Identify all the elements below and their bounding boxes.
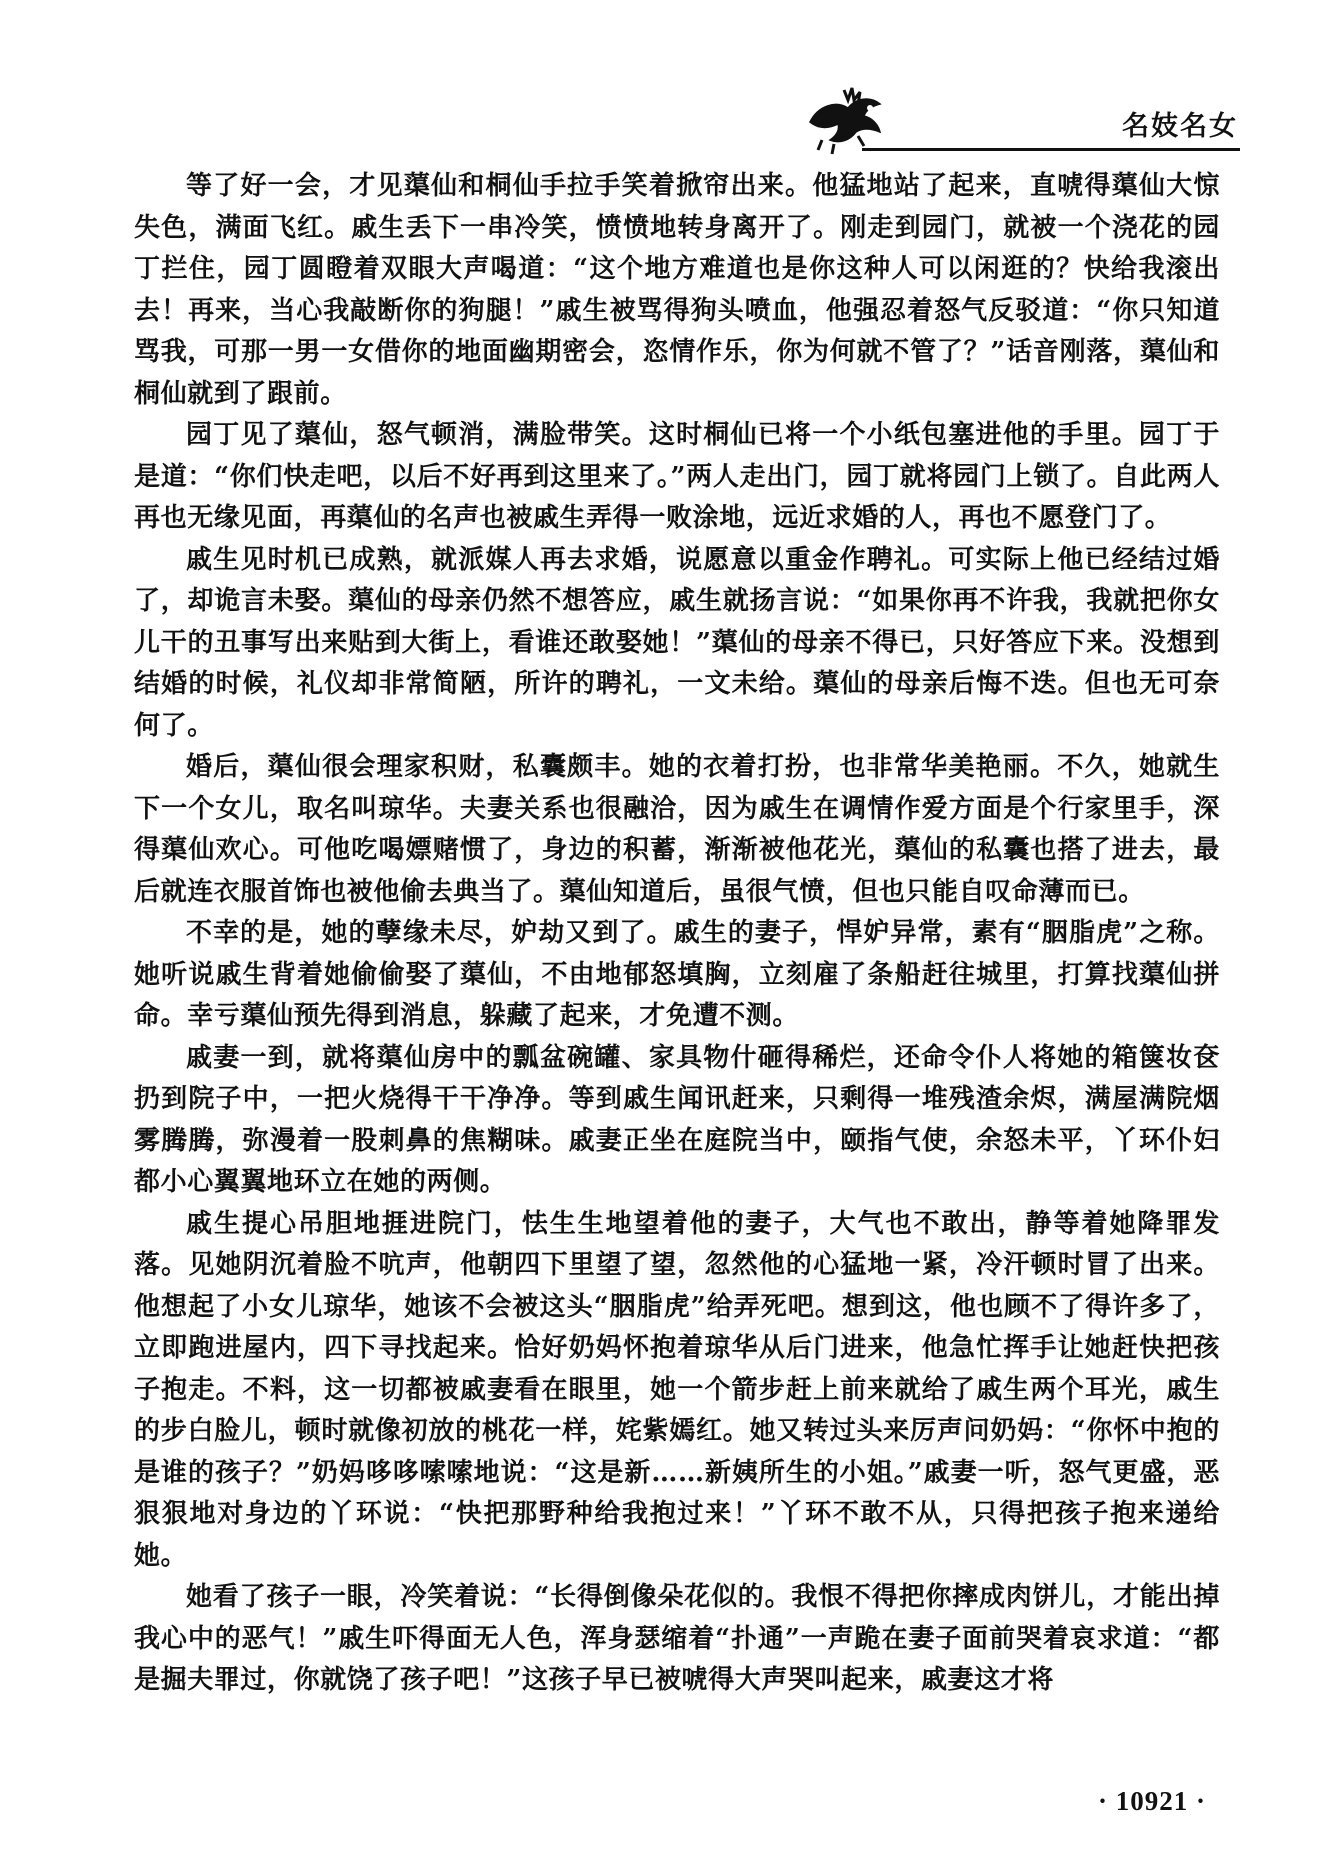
paragraph: 她看了孩子一眼，冷笑着说：“长得倒像朵花似的。我恨不得把你摔成肉饼儿，才能出掉我心中的恶气！”戚生吓得面无人色，浑身瑟缩着“扑通”一声跪在妻子面前哭着哀求道：“都是掘夫罪过，你就饶了孩子吧！”这孩子早已被唬得大声哭叫起来，戚妻这才将 xyxy=(134,1582,1220,1695)
book-title: 名妓名女 xyxy=(1122,111,1238,142)
paragraph: 等了好一会，才见蕖仙和桐仙手拉手笑着掀帘出来。他猛地站了起来，直唬得蕖仙大惊失色，满面飞红。戚生丢下一串冷笑，愤愤地转身离开了。刚走到园门，就被一个浇花的园丁拦住，园丁圆瞪着双眼大声喝道：“这个地方难道也是你这种人可以闲逛的？快给我滚出去！再来，当心我敲断你的狗腿！”戚生被骂得狗头喷血，他强忍着怒气反驳道：“你只知道骂我，可那一男一女借你的地面幽期密会，恣情作乐，你为何就不管了？”话音刚落，蕖仙和桐仙就到了跟前。 xyxy=(134,171,1220,409)
paragraph: 不幸的是，她的孽缘未尽，妒劫又到了。戚生的妻子，悍妒异常，素有“胭脂虎”之称。她听说戚生背着她偷偷娶了蕖仙，不由地郁怒填胸，立刻雇了条船赶往城里，打算找蕖仙拼命。幸亏蕖仙预先得到消息，躲藏了起来，才免遭不测。 xyxy=(134,918,1220,1031)
page-number: · 10921 · xyxy=(1098,1786,1207,1816)
running-header xyxy=(800,78,1240,156)
header-rule xyxy=(862,148,1240,151)
dragon-emblem-icon xyxy=(800,78,890,156)
paragraph: 戚生见时机已成熟，就派媒人再去求婚，说愿意以重金作聘礼。可实际上他已经结过婚了，却诡言未娶。蕖仙的母亲仍然不想答应，戚生就扬言说：“如果你再不许我，我就把你女儿干的丑事写出来贴到大街上，看谁还敢娶她！”蕖仙的母亲不得已，只好答应下来。没想到结婚的时候，礼仪却非常简陋，所许的聘礼，一文未给。蕖仙的母亲后悔不迭。但也无可奈何了。 xyxy=(134,544,1220,741)
paragraph: 戚生提心吊胆地捱进院门，怯生生地望着他的妻子，大气也不敢出，静等着她降罪发落。见她阴沉着脸不吭声，他朝四下里望了望，忽然他的心猛地一紧，冷汗顿时冒了出来。他想起了小女儿琼华，她该不会被这头“胭脂虎”给弄死吧。想到这，他也顾不了得许多了，立即跑进屋内，四下寻找起来。恰好奶妈怀抱着琼华从后门进来，他急忙挥手让她赶快把孩子抱走。不料，这一切都被戚妻看在眼里，她一个箭步赶上前来就给了戚生两个耳光，戚生的步白脸儿，顿时就像初放的桃花一样，姹紫嫣红。她又转过头来厉声问奶妈：“你怀中抱的是谁的孩子？”奶妈哆哆嗦嗦地说：“这是新……新姨所生的小姐。”戚妻一听，怒气更盛，恶狠狠地对身边的丫环说：“快把那野种给我抱过来！”丫环不敢不从，只得把孩子抱来递给她。 xyxy=(134,1208,1220,1571)
body-text xyxy=(134,166,1220,1702)
paragraph: 园丁见了蕖仙，怒气顿消，满脸带笑。这时桐仙已将一个小纸包塞进他的手里。园丁于是道：“你们快走吧，以后不好再到这里来了。”两人走出门，园丁就将园门上锁了。自此两人再也无缘见面，再蕖仙的名声也被戚生弄得一败涂地，远近求婚的人，再也不愿登门了。 xyxy=(134,420,1220,533)
paragraph: 婚后，蕖仙很会理家积财，私囊颇丰。她的衣着打扮，也非常华美艳丽。不久，她就生下一个女儿，取名叫琼华。夫妻关系也很融洽，因为戚生在调情作爱方面是个行家里手，深得蕖仙欢心。可他吃喝嫖赌惯了，身边的积蓄，渐渐被他花光，蕖仙的私囊也搭了进去，最后就连衣服首饰也被他偷去典当了。蕖仙知道后，虽很气愤，但也只能自叹命薄而已。 xyxy=(134,752,1220,907)
paragraph: 戚妻一到，就将蕖仙房中的瓢盆碗罐、家具物什砸得稀烂，还命令仆人将她的箱箧妆奁扔到院子中，一把火烧得干干净净。等到戚生闻讯赶来，只剩得一堆残渣余烬，满屋满院烟雾腾腾，弥漫着一股刺鼻的焦糊味。戚妻正坐在庭院当中，颐指气使，余怒未平，丫环仆妇都小心翼翼地环立在她的两侧。 xyxy=(134,1042,1220,1197)
